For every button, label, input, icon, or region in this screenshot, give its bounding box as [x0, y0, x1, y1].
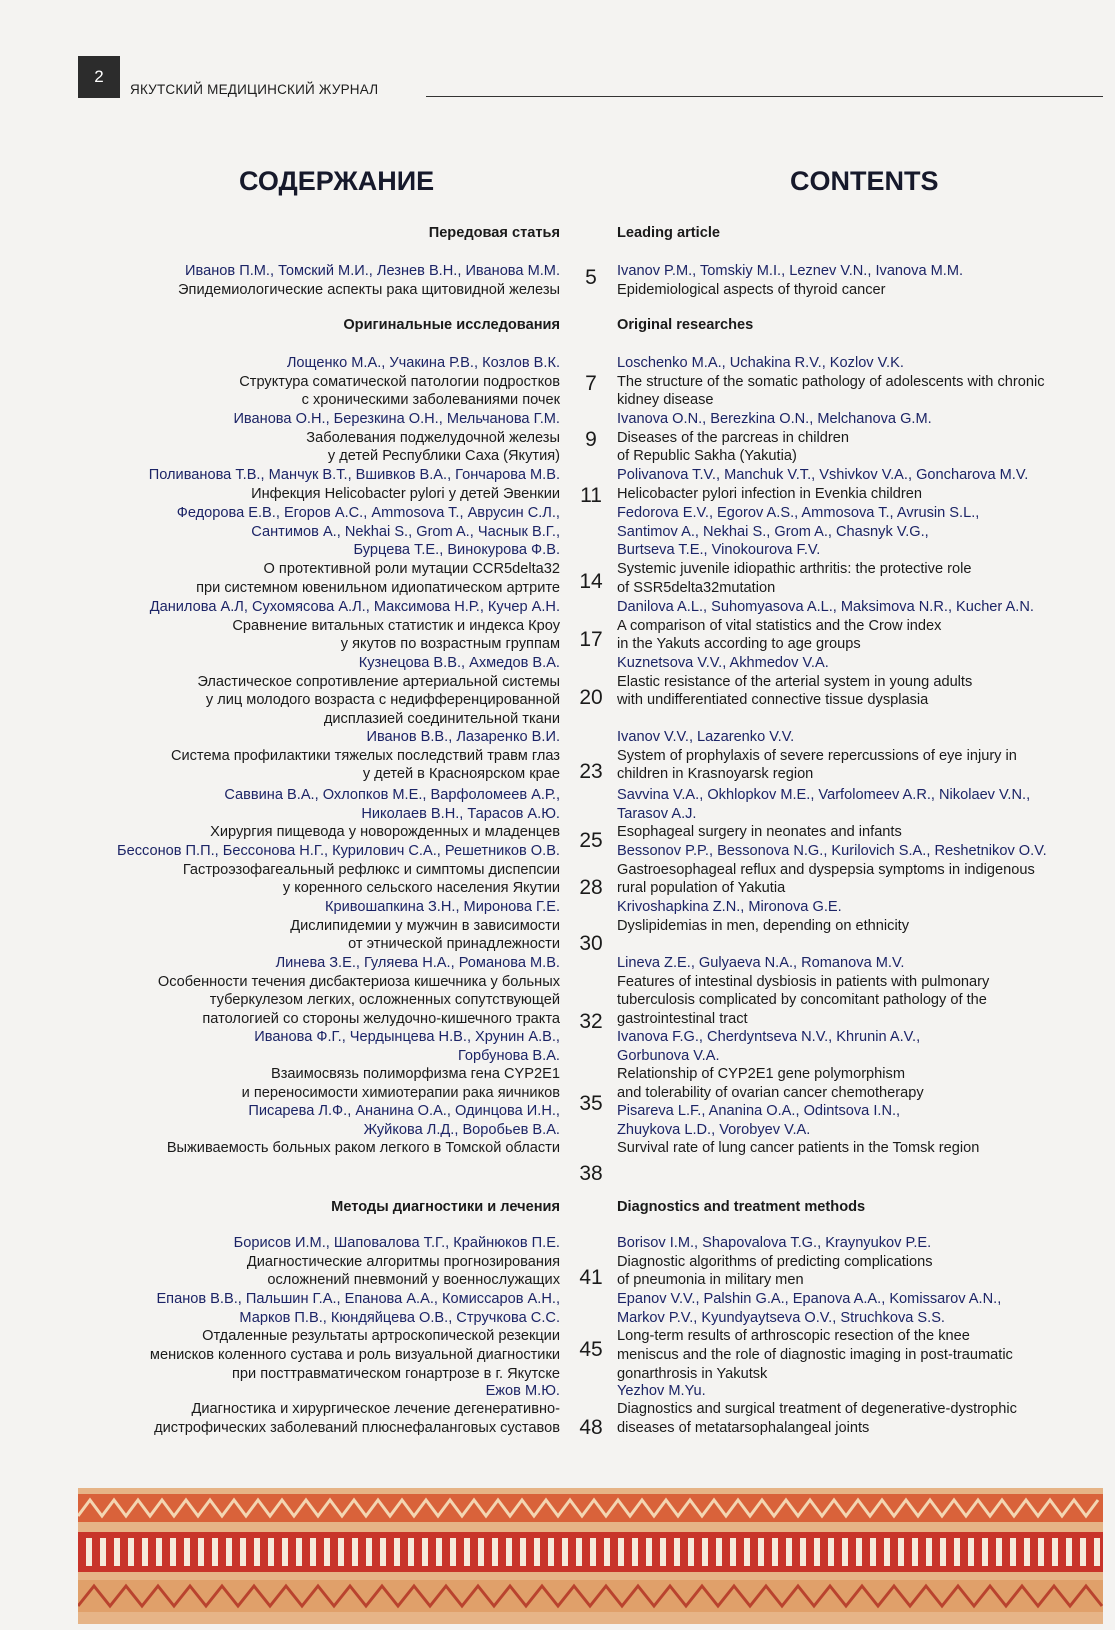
entry-title-en: of Republic Sakha (Yakutia) [617, 448, 797, 465]
entry-title-ru: Диагностические алгоритмы прогнозирования [246, 1253, 560, 1270]
toc-entry-en[interactable] [617, 654, 1097, 710]
ornament-bar [604, 1538, 610, 1566]
entry-title-ru: дистрофических заболеваний плюснефаланговых суставов [154, 1419, 560, 1436]
entry-authors-ru: Николаев В.Н., Тарасов А.Ю. [361, 805, 560, 822]
entry-authors-en: Loschenko M.A., Uchakina R.V., Kozlov V.K. [617, 355, 904, 371]
ornament-bar [352, 1538, 358, 1566]
entry-authors-ru: Сантимов А., Nekhai S., Grom A., Часнык В.Г., [251, 523, 560, 540]
entry-title-ru: у детей Республики Саха (Якутия) [327, 448, 560, 465]
entry-authors-en: Danilova A.L., Suhomyasova A.L., Maksimova N.R., Kucher A.N. [617, 599, 1034, 615]
ornament-bar [198, 1538, 204, 1566]
entry-authors-en: Ivanova O.N., Berezkina O.N., Melchanova G.M. [617, 411, 932, 427]
ornament-bar [170, 1538, 176, 1566]
ornament-bar [646, 1538, 652, 1566]
section-heading-en: Leading article [617, 225, 720, 241]
entry-authors-en: Zhuykova L.D., Vorobyev V.A. [617, 1121, 811, 1138]
toc-entry-en[interactable] [617, 466, 1097, 503]
toc-entry-en[interactable] [617, 1400, 1097, 1437]
page-number-ref: 25 [579, 829, 603, 852]
entry-authors-en: Gorbunova V.A. [617, 1047, 720, 1064]
toc-entry-ru[interactable] [78, 410, 560, 466]
ornament-bar [506, 1538, 512, 1566]
section-heading-en: Diagnostics and treatment methods [617, 1199, 866, 1215]
entry-authors-ru: Иванов П.М., Томский М.И., Лезнев В.Н., Иванова М.М. [185, 263, 560, 279]
entry-authors-en: Kuznetsova V.V., Akhmedov V.A. [617, 655, 829, 671]
ornament-bar [422, 1538, 428, 1566]
entry-authors-en: Savvina V.A., Okhlopkov M.E., Varfolomeev A.R., Nikolaev V.N., [617, 787, 1031, 803]
entry-title-en: Epidemiological aspects of thyroid cancer [617, 281, 886, 298]
entry-authors-ru: Епанов В.В., Пальшин Г.А., Епанова А.А., Комиссаров А.Н., [156, 1291, 560, 1307]
entry-authors-ru: Лощенко М.А., Учакина Р.В., Козлов В.К. [286, 355, 560, 371]
entry-title-ru: Заболевания поджелудочной железы [306, 429, 560, 446]
ornament-bar [954, 1538, 960, 1566]
ornament-bar [590, 1538, 596, 1566]
ornament-bar [114, 1538, 120, 1566]
entry-authors-en: Burtseva T.E., Vinokourova F.V. [617, 542, 821, 559]
entry-title-en: gonarthrosis in Yakutsk [617, 1365, 768, 1382]
entry-title-en: Esophageal surgery in neonates and infants [617, 824, 902, 841]
entry-title-ru: Сравнение витальных статистик и индекса Кроу [232, 617, 560, 634]
entry-authors-en: Pisareva L.F., Ananina O.A., Odintsova I.N., [617, 1103, 901, 1119]
toc-entry-ru[interactable] [78, 466, 560, 503]
ornament-bar [786, 1538, 792, 1566]
page-number-ref: 7 [585, 372, 597, 395]
entry-title-ru: у коренного сельского населения Якутии [282, 880, 560, 897]
entry-title-ru: у якутов по возрастным группам [340, 636, 560, 653]
toc-entry-en[interactable] [617, 262, 1097, 299]
ornament-bar [1024, 1538, 1030, 1566]
ornament-bar [842, 1538, 848, 1566]
entry-authors-ru: Писарева Л.Ф., Ананина О.А., Одинцова И.Н., [248, 1103, 560, 1119]
entry-title-en: Diagnostics and surgical treatment of degenerative-dystrophic [617, 1401, 1017, 1417]
entry-title-ru: О протективной роли мутации CCR5delta32 [263, 561, 560, 578]
entry-authors-ru: Бурцева Т.Е., Винокурова Ф.В. [353, 542, 560, 559]
page-number-ref: 5 [585, 266, 597, 289]
entry-authors-ru: Линева З.Е., Гуляева Н.А., Романова М.В. [275, 955, 560, 971]
entry-authors-ru: Иванова О.Н., Березкина О.Н., Мельчанова Г.М. [233, 411, 560, 427]
ornament-bar [86, 1538, 92, 1566]
page-number-ref: 35 [579, 1092, 603, 1115]
toc-entry-ru[interactable] [78, 1290, 560, 1384]
ornament-bar [856, 1538, 862, 1566]
entry-authors-en: Tarasov A.J. [617, 805, 697, 822]
entry-title-en: Helicobacter pylori infection in Evenkia children [617, 485, 923, 502]
entry-title-en: System of prophylaxis of severe repercussions of eye injury in [617, 747, 1017, 764]
journal-title: ЯКУТСКИЙ МЕДИЦИНСКИЙ ЖУРНАЛ [130, 82, 379, 97]
entry-title-ru: у детей в Красноярском крае [362, 766, 560, 783]
ornament-bar [884, 1538, 890, 1566]
ornament-bar [702, 1538, 708, 1566]
ornament-bar [632, 1538, 638, 1566]
entry-title-en: meniscus and the role of diagnostic imaging in post-traumatic [617, 1347, 1013, 1364]
toc-entry-en[interactable] [617, 728, 1097, 784]
page-number: 2 [78, 56, 120, 98]
ornament-bar [772, 1538, 778, 1566]
entry-title-ru: патологией со стороны желудочно-кишечного тракта [202, 1011, 560, 1028]
ornament-bar [562, 1538, 568, 1566]
decorative-ornament-band [78, 1488, 1103, 1624]
page-number-ref: 38 [579, 1162, 603, 1185]
toc-entry-ru[interactable] [78, 1102, 560, 1158]
entry-authors-en: Markov P.V., Kyundyaytseva O.V., Struchkova S.S. [617, 1309, 945, 1326]
ornament-bar [520, 1538, 526, 1566]
ornament-bar [380, 1538, 386, 1566]
entry-authors-ru: Данилова А.Л, Сухомясова А.Л., Максимова Н.Р., Кучер А.Н. [149, 599, 560, 615]
entry-title-en: A comparison of vital statistics and the Crow index [617, 617, 942, 634]
ornament-bar [898, 1538, 904, 1566]
entry-title-en: with undifferentiated connective tissue dysplasia [617, 692, 929, 709]
entry-authors-en: Ivanov P.M., Tomskiy M.I., Leznev V.N., Ivanova M.M. [617, 263, 964, 279]
entry-title-en: and tolerability of ovarian cancer chemotherapy [617, 1085, 924, 1102]
ornament-bar [618, 1538, 624, 1566]
entry-title-ru: при посттравматическом гонартрозе в г. Якутске [231, 1365, 560, 1382]
ornament-bar [226, 1538, 232, 1566]
entry-title-ru: Инфекция Helicobacter pylori у детей Эвенкии [251, 485, 560, 502]
page-number-ref: 30 [579, 932, 603, 955]
toc-entry-en[interactable] [617, 898, 1097, 935]
entry-authors-ru: Саввина В.А., Охлопков М.Е., Варфоломеев А.Р., [224, 787, 560, 803]
ornament-bar [814, 1538, 820, 1566]
toc-entry-ru[interactable] [78, 786, 560, 842]
toc-entry-en[interactable] [617, 1102, 1097, 1158]
entry-authors-en: Polivanova T.V., Manchuk V.T., Vshivkov V.A., Goncharova M.V. [617, 467, 1029, 483]
page-number-ref: 9 [585, 428, 597, 451]
entry-title-en: Elastic resistance of the arterial system in young adults [617, 673, 973, 690]
ornament-bar [982, 1538, 988, 1566]
toc-entry-ru[interactable] [78, 1400, 560, 1437]
entry-authors-ru: Иванова Ф.Г., Чердынцева Н.В., Хрунин А.В., [254, 1029, 560, 1045]
ornament-bar [688, 1538, 694, 1566]
ornament-bar [968, 1538, 974, 1566]
entry-authors-en: Lineva Z.E., Gulyaeva N.A., Romanova M.V. [617, 955, 905, 971]
entry-title-ru: при системном ювенильном идиопатическом артрите [196, 579, 560, 596]
ornament-bar [366, 1538, 372, 1566]
entry-title-ru: Эпидемиологические аспекты рака щитовидной железы [178, 281, 560, 298]
ornament-bar [828, 1538, 834, 1566]
ornament-bar [660, 1538, 666, 1566]
ornament-bar [730, 1538, 736, 1566]
ornament-bar [100, 1538, 106, 1566]
entry-title-en: Diagnostic algorithms of predicting complications [617, 1253, 933, 1270]
entry-title-ru: Особенности течения дисбактериоза кишечника у больных [157, 973, 560, 990]
entry-title-ru: с хроническими заболеваниями почек [301, 392, 560, 409]
page-number-ref: 45 [579, 1338, 603, 1361]
page-number-ref: 11 [580, 484, 602, 507]
ornament-bar [1010, 1538, 1016, 1566]
entry-title-ru: Эластическое сопротивление артериальной системы [197, 673, 560, 690]
entry-authors-ru: Кривошапкина З.Н., Миронова Г.Е. [325, 899, 560, 915]
entry-title-en: diseases of metatarsophalangeal joints [617, 1419, 870, 1436]
entry-title-ru: туберкулезом легких, осложненных сопутствующей [209, 992, 560, 1009]
ornament-bar [436, 1538, 442, 1566]
entry-authors-ru: Горбунова В.А. [457, 1047, 560, 1064]
entry-authors-ru: Бессонов П.П., Бессонова Н.Г., Курилович С.А., Решетников О.В. [117, 843, 560, 859]
toc-entry-ru[interactable] [78, 728, 560, 784]
entry-authors-en: Bessonov P.P., Bessonova N.G., Kurilovich S.A., Reshetnikov O.V. [617, 843, 1047, 859]
section-heading-ru: Оригинальные исследования [343, 317, 560, 333]
toc-entry-en[interactable] [617, 410, 1097, 466]
toc-entry-ru[interactable] [78, 842, 560, 898]
page-number-ref: 20 [579, 686, 603, 709]
entry-title-ru: Взаимосвязь полиморфизма гена CYP2E1 [271, 1066, 560, 1083]
page-number-ref: 41 [579, 1266, 603, 1289]
entry-title-en: Relationship of CYP2E1 gene polymorphism [617, 1066, 905, 1083]
toc-entry-ru[interactable] [78, 262, 560, 299]
entry-title-en: Systemic juvenile idiopathic arthritis: the protective role [617, 561, 972, 578]
ornament-bar [310, 1538, 316, 1566]
entry-title-en: tuberculosis complicated by concomitant pathology of the [617, 992, 987, 1009]
entry-authors-ru: Марков П.В., Кюндяйцева О.В., Стручкова С.С. [239, 1309, 560, 1326]
entry-title-ru: Гастроэзофагеальный рефлюкс и симптомы диспепсии [182, 861, 560, 878]
ornament-bar [912, 1538, 918, 1566]
ornament-bar [674, 1538, 680, 1566]
entry-authors-ru: Поливанова Т.В., Манчук В.Т., Вшивков В.А., Гончарова М.В. [148, 467, 560, 483]
ornament-bar [1038, 1538, 1044, 1566]
toc-entry-en[interactable] [617, 1028, 1097, 1103]
contents-heading-ru: СОДЕРЖАНИЕ [239, 166, 435, 196]
entry-title-en: Features of intestinal dysbiosis in patients with pulmonary [617, 973, 990, 990]
ornament-bar [254, 1538, 260, 1566]
ornament-bar [282, 1538, 288, 1566]
ornament-bar [534, 1538, 540, 1566]
entry-title-ru: от этнической принадлежности [348, 936, 560, 953]
ornament-bar [212, 1538, 218, 1566]
entry-title-en: in the Yakuts according to age groups [617, 636, 861, 653]
ornament-bar [156, 1538, 162, 1566]
ornament-bar [1080, 1538, 1086, 1566]
entry-title-en: Long-term results of arthroscopic resection of the knee [617, 1328, 970, 1345]
entry-title-ru: Система профилактики тяжелых последствий травм глаз [170, 747, 560, 764]
ornament-bar [926, 1538, 932, 1566]
entry-authors-ru: Борисов И.М., Шаповалова Т.Г., Крайнюков П.Е. [233, 1235, 560, 1251]
entry-title-en: rural population of Yakutia [617, 880, 786, 897]
ornament-bar [240, 1538, 246, 1566]
entry-authors-en: Ivanov V.V., Lazarenko V.V. [617, 729, 795, 745]
entry-title-en: of pneumonia in military men [617, 1272, 804, 1289]
ornament-bar [996, 1538, 1002, 1566]
entry-authors-ru: Ежов М.Ю. [485, 1383, 560, 1399]
entry-authors-ru: Иванов В.В., Лазаренко В.И. [366, 729, 560, 745]
toc-entry-en[interactable] [617, 354, 1097, 410]
ornament-bar [1052, 1538, 1058, 1566]
page-number-ref: 48 [579, 1416, 603, 1439]
entry-title-en: kidney disease [617, 392, 714, 409]
entry-title-en: children in Krasnoyarsk region [617, 766, 814, 783]
entry-authors-ru: Федорова Е.В., Егоров А.С., Ammosova T., Аврусин С.Л., [176, 505, 560, 521]
entry-authors-en: Ivanova F.G., Cherdyntseva N.V., Khrunin A.V., [617, 1029, 921, 1045]
toc-entry-en[interactable] [617, 842, 1097, 898]
section-heading-ru: Передовая статья [428, 225, 560, 241]
entry-title-ru: Структура соматической патологии подростков [239, 373, 560, 390]
entry-authors-en: Santimov A., Nekhai S., Grom A., Chasnyk V.G., [617, 523, 929, 540]
toc-entry-en[interactable] [617, 1234, 1097, 1290]
toc-entry-ru[interactable] [78, 1234, 560, 1290]
ornament-bar [940, 1538, 946, 1566]
entry-title-ru: дисплазией соединительной ткани [323, 711, 560, 728]
ornament-bar [268, 1538, 274, 1566]
entry-title-en: Survival rate of lung cancer patients in the Tomsk region [617, 1140, 980, 1157]
toc-entry-ru[interactable] [78, 654, 560, 729]
page-number-ref: 32 [579, 1010, 603, 1033]
toc-entry-en[interactable] [617, 786, 1097, 842]
entry-authors-ru: Кузнецова В.В., Ахмедов В.А. [358, 655, 560, 671]
section-heading-en: Original researches [617, 317, 754, 333]
ornament-bar [1094, 1538, 1100, 1566]
section-heading-ru: Методы диагностики и лечения [331, 1199, 560, 1215]
ornament-bar [1066, 1538, 1072, 1566]
toc-entry-ru[interactable] [78, 898, 560, 954]
toc-entry-ru[interactable] [78, 954, 560, 1029]
entry-authors-en: Krivoshapkina Z.N., Mironova G.E. [617, 899, 842, 915]
entry-title-en: Gastroesophageal reflux and dyspepsia symptoms in indigenous [617, 861, 1035, 878]
toc-entry-ru[interactable] [78, 598, 560, 654]
toc-entry-en[interactable] [617, 954, 1097, 1029]
ornament-bar [394, 1538, 400, 1566]
entry-authors-en: Fedorova E.V., Egorov A.S., Ammosova T., Avrusin S.L., [617, 505, 980, 521]
ornament-bar [450, 1538, 456, 1566]
entry-authors-en: Epanov V.V., Palshin G.A., Epanova A.A., Komissarov A.N., [617, 1291, 1002, 1307]
ornament-bar [548, 1538, 554, 1566]
entry-title-ru: Отдаленные результаты артроскопической резекции [202, 1328, 560, 1345]
toc-entry-ru[interactable] [78, 1028, 560, 1103]
contents-heading-en: CONTENTS [790, 166, 939, 196]
toc-entry-ru[interactable] [78, 504, 560, 598]
entry-title-en: Diseases of the parcreas in children [617, 429, 849, 446]
entry-authors-en: Borisov I.M., Shapovalova T.G., Kraynyukov P.E. [617, 1235, 932, 1251]
entry-title-ru: Дислипидемии у мужчин в зависимости [290, 917, 560, 934]
page-number-ref: 14 [579, 570, 603, 593]
ornament-bar [128, 1538, 134, 1566]
entry-authors-en: Yezhov M.Yu. [617, 1383, 706, 1399]
ornament-bar [142, 1538, 148, 1566]
entry-title-en: Dyslipidemias in men, depending on ethnicity [617, 917, 910, 934]
ornament-bar [478, 1538, 484, 1566]
ornament-bar [758, 1538, 764, 1566]
ornament-bar [716, 1538, 722, 1566]
ornament-bar [408, 1538, 414, 1566]
entry-title-en: gastrointestinal tract [617, 1011, 748, 1028]
toc-entry-en[interactable] [617, 1290, 1097, 1384]
toc-entry-ru[interactable] [78, 354, 560, 410]
ornament-bar [338, 1538, 344, 1566]
ornament-bar [744, 1538, 750, 1566]
entry-title-en: of SSR5delta32mutation [617, 579, 776, 596]
entry-title-ru: осложнений пневмоний у военнослужащих [267, 1272, 560, 1289]
ornament-bar [576, 1538, 582, 1566]
entry-title-ru: Диагностика и хирургическое лечение дегенеративно- [191, 1401, 560, 1417]
entry-title-ru: менисков коленного сустава и роль визуальной диагностики [149, 1347, 560, 1364]
ornament-pattern [78, 1488, 1103, 1624]
entry-title-ru: Выживаемость больных раком легкого в Томской области [166, 1140, 560, 1157]
ornament-bar [464, 1538, 470, 1566]
ornament-bar [296, 1538, 302, 1566]
entry-title-en: The structure of the somatic pathology of adolescents with chronic [617, 373, 1045, 390]
toc-entry-en[interactable] [617, 504, 1097, 598]
page-number-ref: 28 [579, 876, 603, 899]
ornament-bar [800, 1538, 806, 1566]
ornament-bar [492, 1538, 498, 1566]
entry-title-ru: Хирургия пищевода у новорожденных и младенцев [210, 824, 560, 841]
toc-entry-en[interactable] [617, 598, 1097, 654]
entry-title-ru: и переносимости химиотерапии рака яичников [241, 1085, 560, 1102]
ornament-bar [870, 1538, 876, 1566]
ornament-bar [184, 1538, 190, 1566]
entry-title-ru: у лиц молодого возраста с недифференцированной [205, 692, 560, 709]
page-number-ref: 17 [579, 628, 603, 651]
entry-authors-ru: Жуйкова Л.Д., Воробьев В.А. [363, 1121, 560, 1138]
ornament-bar [324, 1538, 330, 1566]
page-number-ref: 23 [579, 760, 603, 783]
